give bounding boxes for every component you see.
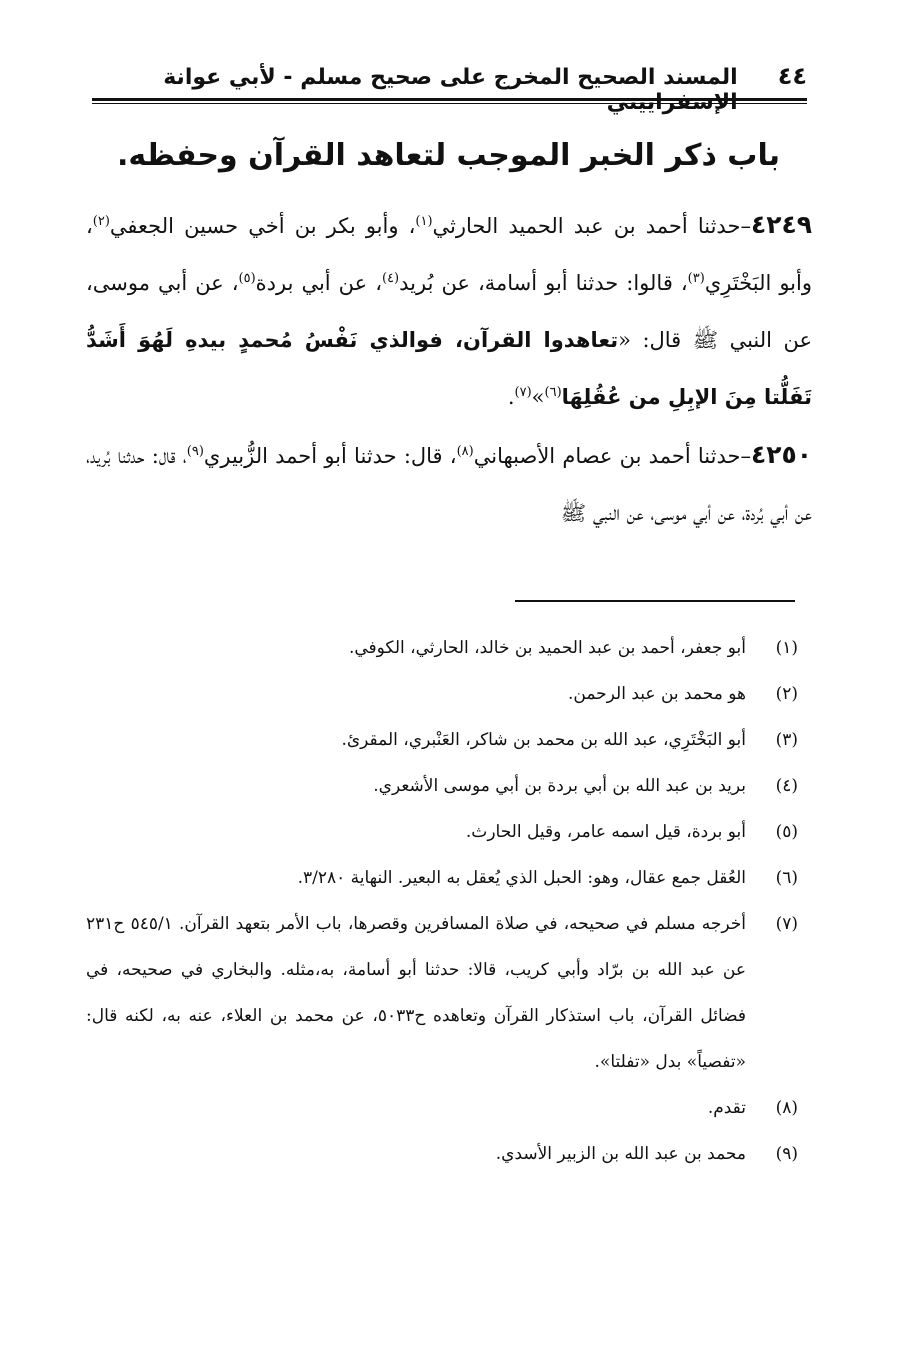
footnote-item xyxy=(86,763,798,809)
page-header xyxy=(92,62,807,115)
hadith-number: ٤٢٥٠ xyxy=(750,440,812,469)
footnote-ref[interactable]: (١) xyxy=(415,214,433,229)
header-rule xyxy=(92,98,807,101)
footnote-item xyxy=(86,855,798,901)
footnote-separator xyxy=(515,600,795,602)
footnote-marker: (٥) xyxy=(775,822,798,842)
footnote-marker: (٤) xyxy=(775,776,798,796)
footnote-text: هو محمد بن عبد الرحمن. xyxy=(567,684,746,704)
footnote-marker: (٨) xyxy=(775,1098,798,1118)
footnotes xyxy=(86,625,798,1177)
text-segment: . xyxy=(507,385,515,409)
footnote-item xyxy=(86,901,798,1085)
footnote-ref[interactable]: (٨) xyxy=(456,444,474,459)
footnote-item xyxy=(86,809,798,855)
header-row xyxy=(92,62,807,115)
footnote-text: أبو البَخْتَرِي، عبد الله بن محمد بن شاكر، العَنْبري، المقرئ. xyxy=(341,730,746,750)
header-rule-thin xyxy=(92,103,807,104)
text-segment: ، قال: حدثنا أبو أحمد الزُّبيري xyxy=(203,444,457,468)
footnote-item xyxy=(86,671,798,717)
footnote-marker: (٦) xyxy=(775,868,798,888)
hadith-matn: تعاهدوا القرآن، فوالذي نَفْسُ مُحمدٍ بيدهِ لَهُوَ أَشَدُّ تَفَلُّتا مِنَ الإبِلِ من عُقُلِهَا xyxy=(86,328,812,409)
footnote-item xyxy=(86,717,798,763)
text-segment: » xyxy=(531,385,545,409)
footnote-ref[interactable]: (٩) xyxy=(186,444,204,459)
footnote-ref[interactable]: (٢) xyxy=(92,214,110,229)
footnote-text: أخرجه مسلم في صحيحه، في صلاة المسافرين وقصرها، باب الأمر بتعهد القرآن. ٥٤٥/١ ح٢٣١ عن عبد الله بن برّاد وأبي كريب، قالا: حدثنا أبو أسامة، به،مثله. والبخاري في صحيحه، في فضائل القرآن، باب استذكار القرآن وتعاهده ح٥٠٣٣، عن محمد بن العلاء، عنه به، لكنه قال: «تفصياً» بدل «تفلتا». xyxy=(86,914,746,1072)
hadith-number: ٤٢٤٩ xyxy=(750,210,812,239)
footnote-ref[interactable]: (٧) xyxy=(514,385,532,400)
footnote-text: بريد بن عبد الله بن أبي بردة بن أبي موسى الأشعري. xyxy=(373,776,746,796)
hadith-4250 xyxy=(86,426,812,542)
footnote-item xyxy=(86,1131,798,1177)
footnote-ref[interactable]: (٤) xyxy=(381,271,400,286)
text-segment: ، عن أبي موسى، عن النبي ﷺ قال: « xyxy=(86,271,812,352)
page-number: ٤٤ xyxy=(777,62,807,90)
footnote-text: محمد بن عبد الله بن الزبير الأسدي. xyxy=(495,1144,746,1164)
footnote-marker: (٧) xyxy=(775,914,798,934)
text-segment: ، وأبو البَخْتَرِي xyxy=(86,214,812,295)
footnote-marker: (٩) xyxy=(775,1144,798,1164)
footnote-ref[interactable]: (٦) xyxy=(544,385,562,400)
text-segment: –حدثنا أحمد بن عبد الحميد الحارثي xyxy=(432,214,751,238)
main-text xyxy=(86,196,812,542)
footnote-marker: (١) xyxy=(775,638,798,658)
footnote-text: العُقل جمع عقال، وهو: الحبل الذي يُعقل به البعير. النهاية ٣/٢٨٠. xyxy=(297,868,746,888)
running-title: المسند الصحيح المخرج على صحيح مسلم - لأبي عوانة الإسفراييني xyxy=(163,65,738,115)
footnote-marker: (٢) xyxy=(775,684,798,704)
footnote-text: أبو جعفر، أحمد بن عبد الحميد بن خالد، الحارثي، الكوفي. xyxy=(348,638,746,658)
footnote-text: أبو بردة، قيل اسمه عامر، وقيل الحارث. xyxy=(465,822,746,842)
chapter-title: باب ذكر الخبر الموجب لتعاهد القرآن وحفظه. xyxy=(117,138,780,173)
text-segment: ، وأبو بكر بن أخي حسين الجعفي xyxy=(109,214,416,238)
text-segment: ، قالوا: حدثنا أبو أسامة، عن بُريد xyxy=(399,271,688,295)
footnote-item xyxy=(86,625,798,671)
footnote-marker: (٣) xyxy=(775,730,798,750)
footnote-text: تقدم. xyxy=(707,1098,746,1118)
footnote-item xyxy=(86,1085,798,1131)
text-segment: ، عن أبي بردة xyxy=(255,271,382,295)
footnote-ref[interactable]: (٣) xyxy=(687,271,705,286)
text-segment: –حدثنا أحمد بن عصام الأصبهاني xyxy=(473,444,751,468)
hadith-4249 xyxy=(86,196,812,426)
text-segment: ، قال: حدثنا بُريد، عن أبي بُردة، عن أبي موسى، عن النبي ﷺ xyxy=(86,444,812,525)
footnote-ref[interactable]: (٥) xyxy=(238,271,256,286)
